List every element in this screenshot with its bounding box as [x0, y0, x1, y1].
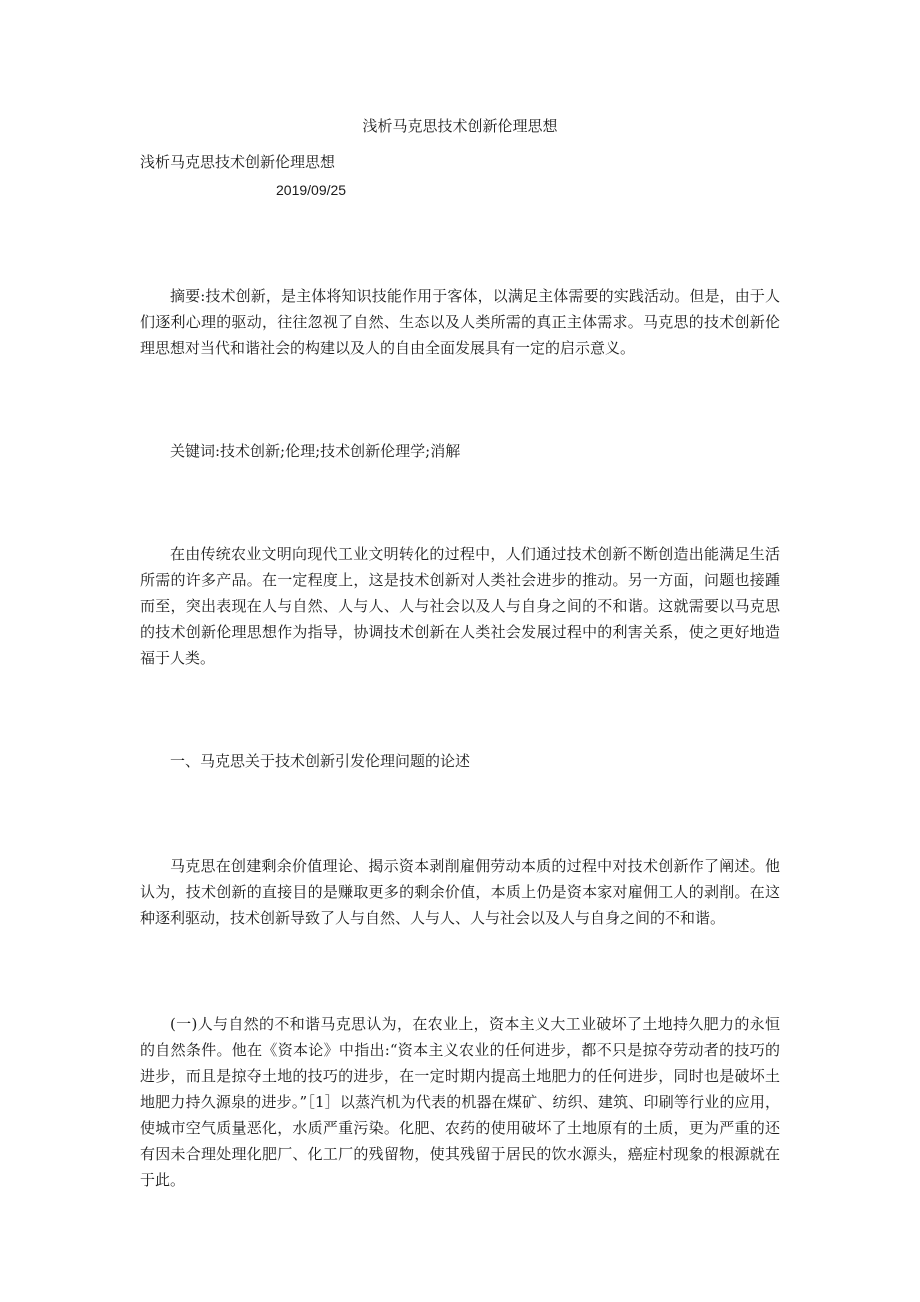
document-title: 浅析马克思技术创新伦理思想 [362, 117, 558, 135]
abstract-paragraph: 摘要:技术创新，是主体将知识技能作用于客体，以满足主体需要的实践活动。但是，由于人们逐利心理的驱动，往往忽视了自然、生态以及人类所需的真正主体需求。马克思的技术创新伦理思想对当代和谐社会的构建以及人的自由全面发展具有一定的启示意义。 [140, 287, 780, 357]
intro-paragraph: 在由传统农业文明向现代工业文明转化的过程中，人们通过技术创新不断创造出能满足生活所需的许多产品。在一定程度上，这是技术创新对人类社会进步的推动。另一方面，问题也接踵而至，突出表现在人与自然、人与人、人与社会以及人与自身之间的不和谐。这就需要以马克思的技术创新伦理思想作为指导，协调技术创新在人类社会发展过程中的利害关系，使之更好地造福于人类。 [140, 545, 780, 667]
document-subtitle: 浅析马克思技术创新伦理思想 [140, 153, 336, 171]
publish-date: 2019/09/25 [276, 182, 347, 198]
keywords-paragraph: 关键词:技术创新;伦理;技术创新伦理学;消解 [170, 442, 461, 460]
body-paragraph: 马克思在创建剩余价值理论、揭示资本剥削雇佣劳动本质的过程中对技术创新作了阐述。他认为，技术创新的直接目的是赚取更多的剩余价值，本质上仍是资本家对雇佣工人的剥削。在这种逐利驱动，技术创新导致了人与自然、人与人、人与社会以及人与自身之间的不和谐。 [140, 857, 780, 927]
section-heading: 一、马克思关于技术创新引发伦理问题的论述 [170, 752, 471, 770]
body-paragraph: (一)人与自然的不和谐马克思认为，在农业上，资本主义大工业破坏了土地持久肥力的永恒的自然条件。他在《资本论》中指出:“资本主义农业的任何进步，都不只是掠夺劳动者的技巧的进步，而且是掠夺土地的技巧的进步，在一定时期内提高土地肥力的任何进步，同时也是破坏土地肥力持久源泉的进步。”［1］以蒸汽机为代表的机器在煤矿、纺织、建筑、印刷等行业的应用，使城市空气质量恶化，水质严重污染。化肥、农药的使用破坏了土地原有的土质，更为严重的还有因未合理处理化肥厂、化工厂的残留物，使其残留于居民的饮水源头，癌症村现象的根源就在于此。 [140, 1015, 780, 1189]
